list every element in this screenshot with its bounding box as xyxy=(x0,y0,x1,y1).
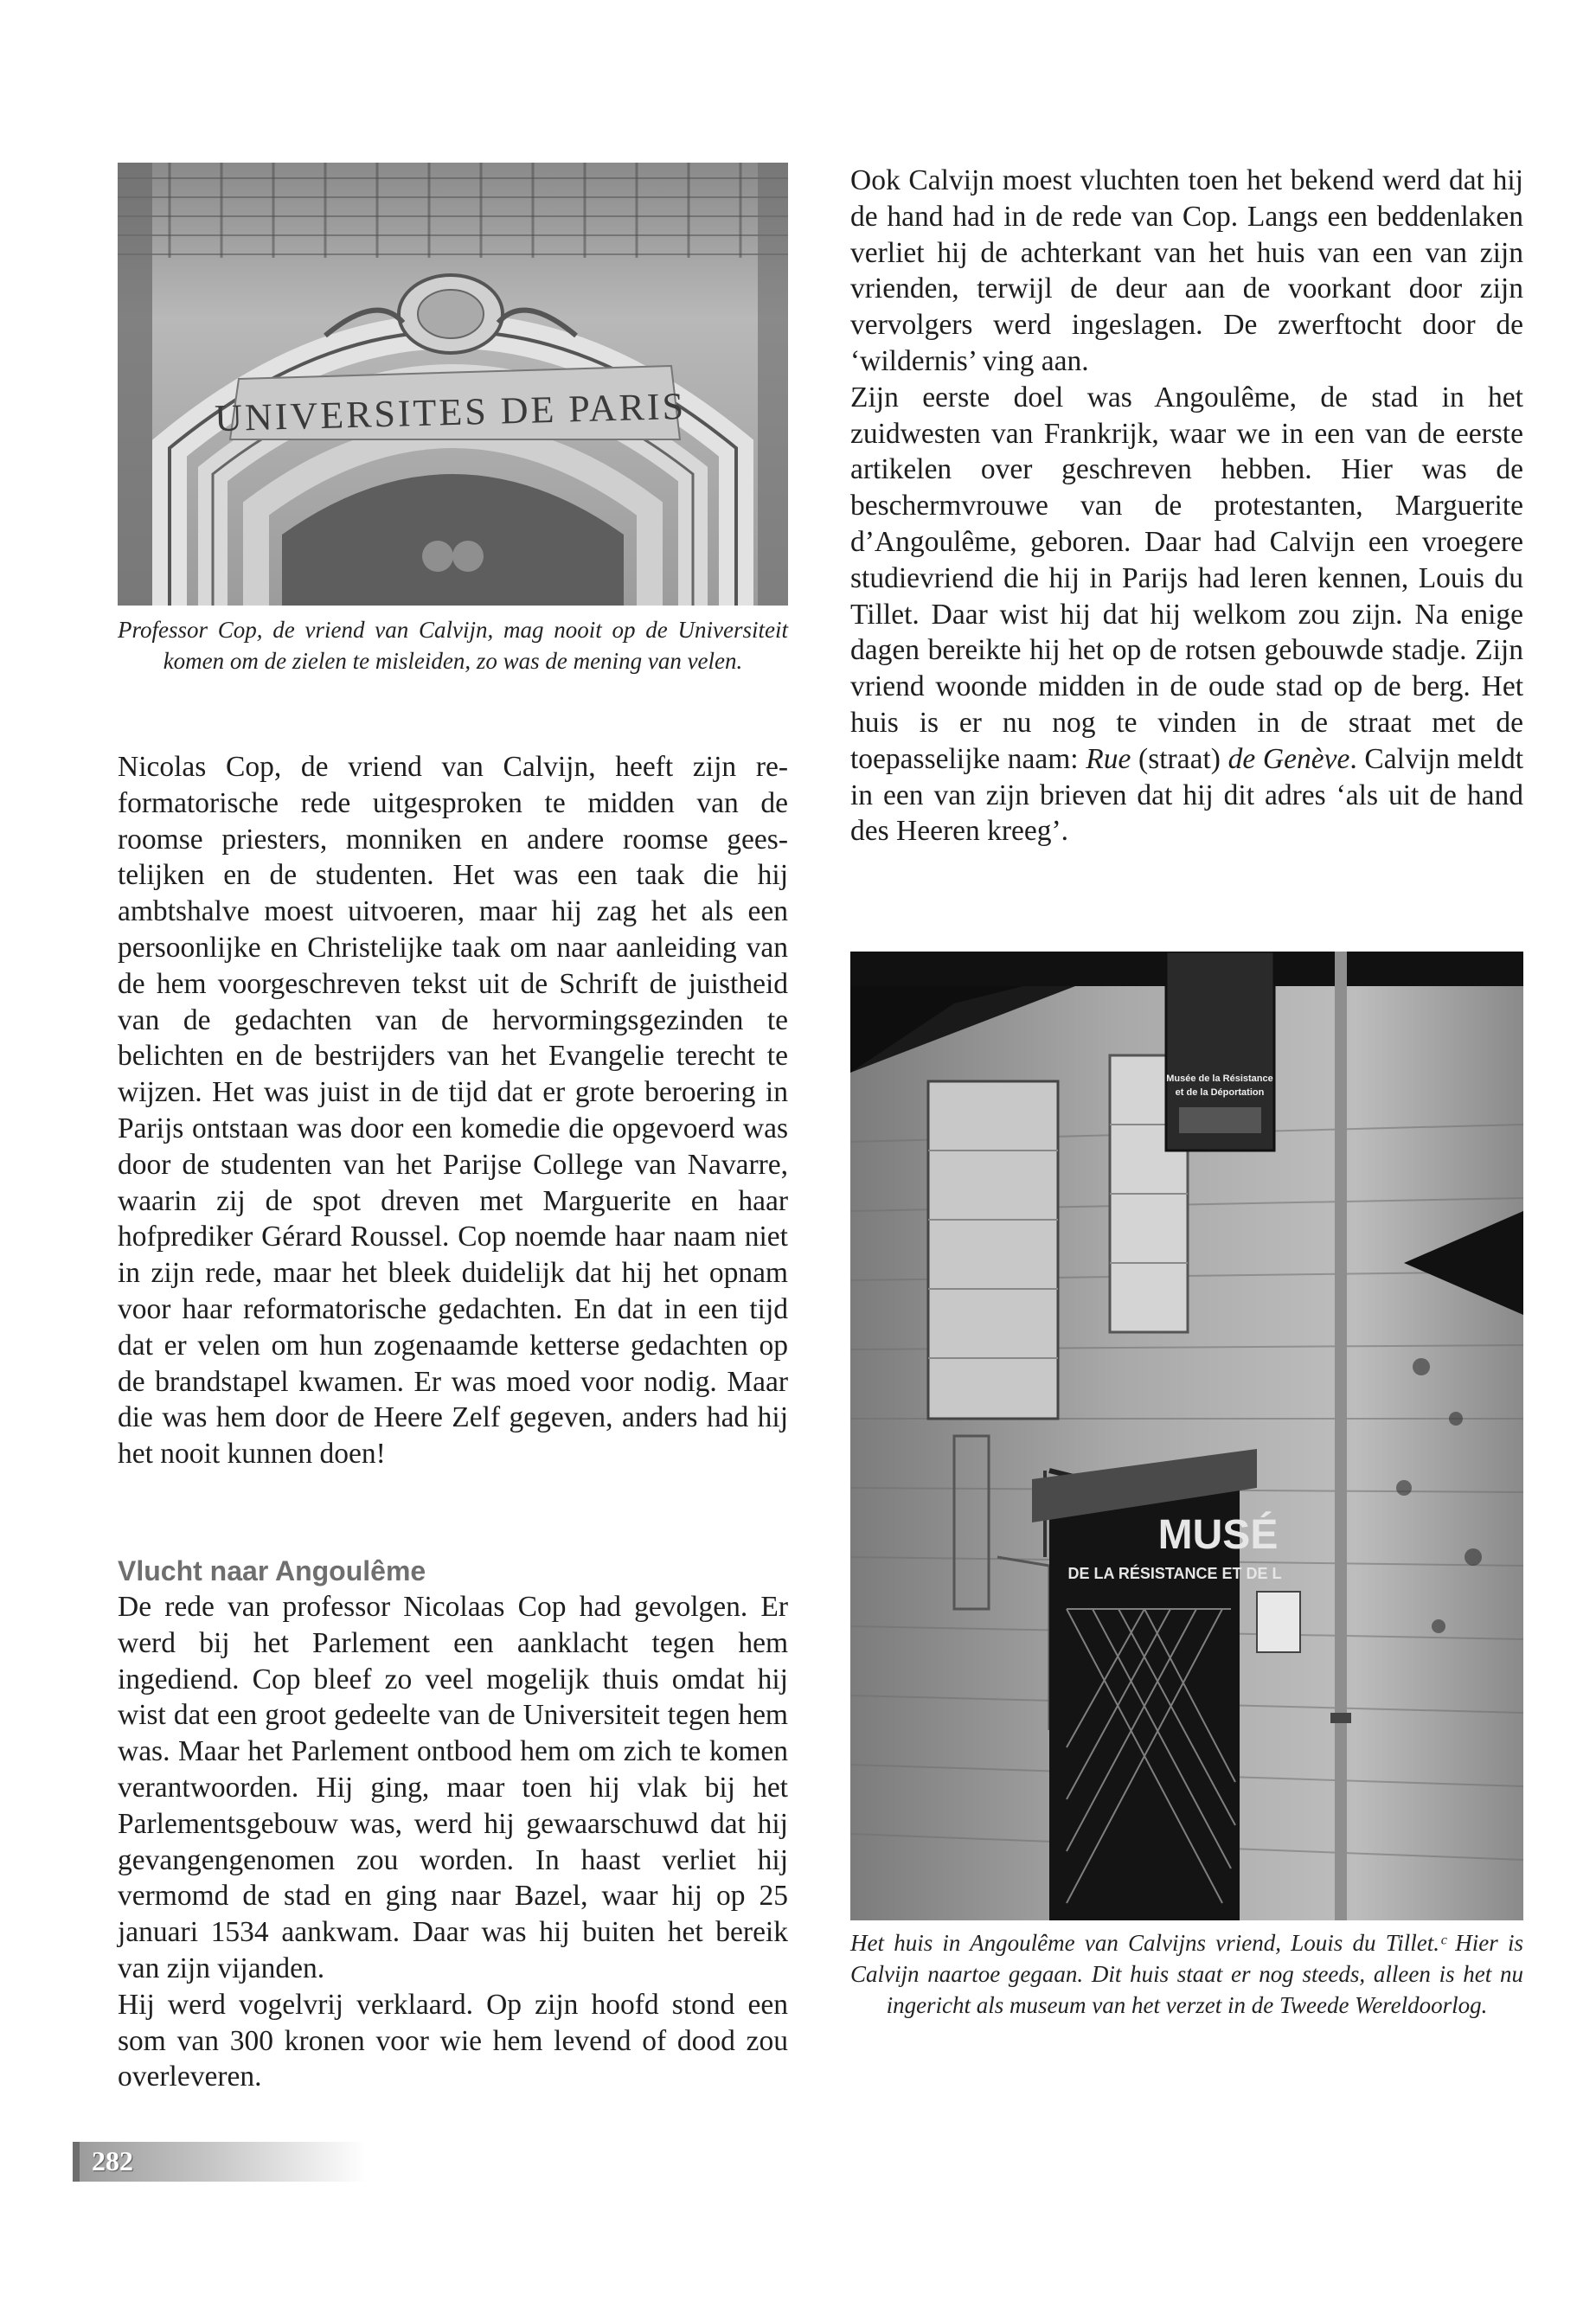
paragraph-cop-rede: Nicolas Cop, de vriend van Calvijn, heeft zijn reformatorische rede uitgesproken te midden van de roomse priesters, monniken en andere roomse geestelijken en de studenten. Het was een taak die hij ambtshalve moest uitvoeren, maar hij zag het als een persoonlijke en Christelijke taak om naar aanleiding van de hem voorgeschreven tekst uit de Schrift de juistheid van de gedachten van de hervormingsgezinden te belichten en de bestrijders van het Evangelie terecht te wijzen. Het was juist in de tijd dat er grote beroering in Parijs ontstaan was door een komedie die opgevoerd was door de studenten van het Parijse College van Navarre, waarin zij de spot dreven met Marguerite en haar hofprediker Gérard Roussel. Cop noemde haar naam niet in zijn rede, maar het bleek duidelijk dat hij het opnam voor haar reformatorische gedachten. En dat in een tijd dat er velen om hun zogenaamde ketterse gedachten op de brandstapel kwamen. Er was moed voor nodig. Maar die was hem door de Heere Zelf gegeven, anders had hij het nooit kunnen doen! xyxy=(118,751,788,1471)
section-heading: Vlucht naar Angoulême xyxy=(118,1555,426,1586)
university-arch-photo xyxy=(118,163,788,606)
museum-banner-line2: et de la Déportation xyxy=(1175,1087,1265,1098)
house-angouleme-photo xyxy=(850,952,1523,1920)
paragraph-calvijn-vlucht: Ook Calvijn moest vluchten toen het bekend werd dat hij de hand had in de rede van Cop. Langs een beddenlaken verliet hij de achterkant van het huis van een van zijn vrienden, terwijl de deur aan de voorkant door zijn vervolgers werd ingeslagen. De zwerftocht door de ‘wildernis’ ving aan. xyxy=(850,164,1523,377)
storefront-sign-line1: MUSÉ xyxy=(1157,1512,1279,1558)
street-gloss: (straat) xyxy=(1131,742,1228,775)
left-column-bottom xyxy=(118,1554,788,2095)
house-photo-caption: Het huis in Angoulême van Calvijns vriend, Louis du Tillet.ᶜ Hier is Calvijn naartoe gegaan. Dit huis staat er nog steeds, alleen is het nu ingericht als museum van het verzet in de Tweede Wereldoorlog. xyxy=(850,1930,1523,2018)
street-name-rue: Rue xyxy=(1086,742,1131,775)
page-number: 282 xyxy=(92,2145,133,2176)
left-column-top xyxy=(118,749,788,1472)
right-column xyxy=(850,163,1523,849)
paragraph-angouleme xyxy=(850,380,1523,849)
arch-inscription-text: UNIVERSITES DE PARIS xyxy=(214,384,687,440)
museum-banner-line1: Musée de la Résistance xyxy=(1166,1074,1273,1084)
storefront-sign-line2: DE LA RÉSISTANCE ET DE L xyxy=(1067,1565,1282,1582)
arch-photo-caption: Professor Cop, de vriend van Calvijn, mag nooit op de Universiteit komen om de zielen te misleiden, zo was de mening van velen. xyxy=(118,617,788,674)
paragraph-angouleme-start: Zijn eerste doel was Angoulême, de stad in het zuidwesten van Frankrijk, waar we in een van de eerste artikelen over geschreven hebben. Hier was de beschermvrouwe van de protestanten, Marguerite d’Angoulême, geboren. Daar had Calvijn een vroegere studievriend die hij in Parijs had leren kennen, Louis du Tillet. Daar wist hij dat hij welkom zou zijn. Na enige dagen bereikte hij het op de rotsen gebouwde stadje. Zijn vriend woonde midden in de oude stad op de berg. Het huis is er nu nog te vinden in de straat met de toepasselijke naam: xyxy=(850,381,1523,775)
paragraph-angouleme-end: . Calvijn meldt in een van zijn brieven dat hij dit adres ‘als uit de hand des Heeren kreeg’. xyxy=(850,742,1523,848)
street-name-geneve: de Genève xyxy=(1227,742,1350,775)
paragraph-gevolgen: De rede van professor Nicolaas Cop had gevolgen. Er werd bij het Parlement een aanklacht tegen hem ingediend. Cop bleef zo veel mogelijk thuis omdat hij wist dat een groot gedeelte van de Universiteit tegen hem was. Maar het Parlement ontbood hem om zich te komen verantwoorden. Hij ging, maar toen hij vlak bij het Parlementsgebouw was, werd hij gewaarschuwd dat hij gevangengenomen zou worden. In haast verliet hij vermomd de stad en ging naar Bazel, waar hij op 25 januari 1534 aankwam. Daar was hij buiten het bereik van zijn vijanden. xyxy=(118,1591,788,1984)
paragraph-vogelvrij: Hij werd vogelvrij verklaard. Op zijn hoofd stond een som van 300 kronen voor wie hem levend of dood zou overleveren. xyxy=(118,1988,788,2093)
page-number-bar xyxy=(73,2142,367,2182)
